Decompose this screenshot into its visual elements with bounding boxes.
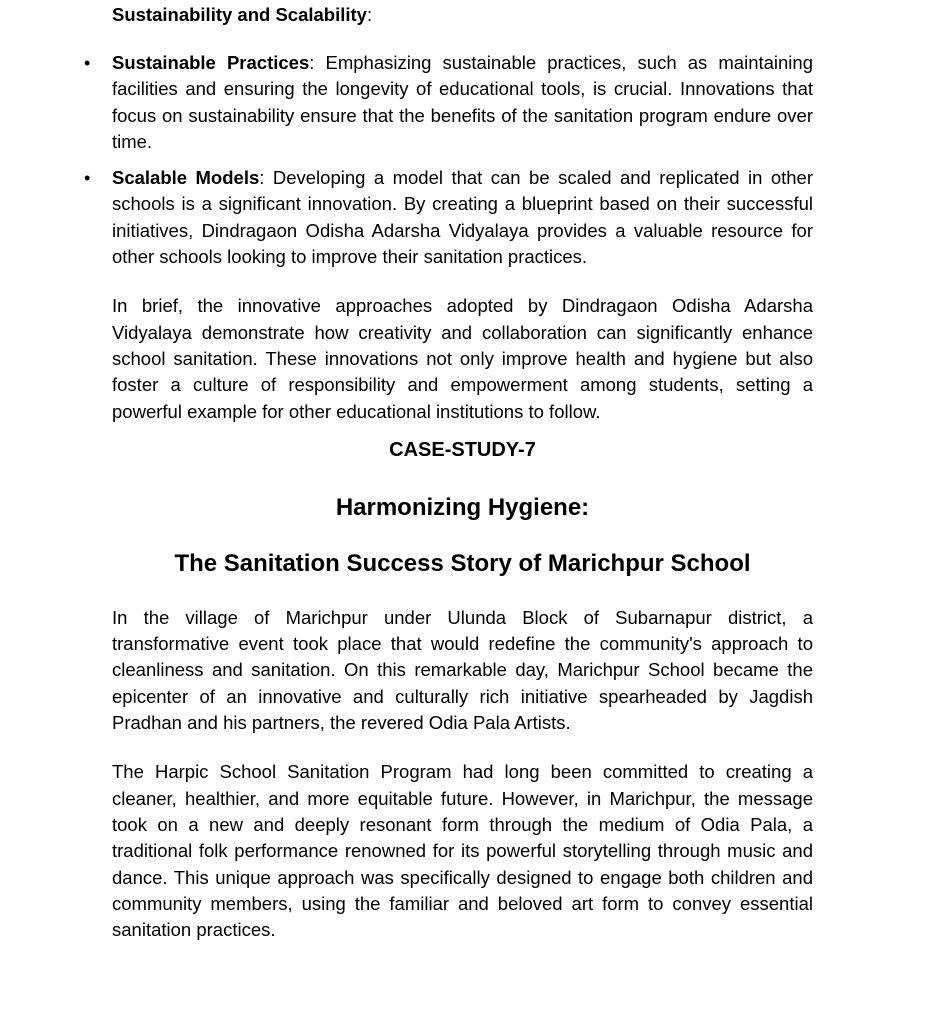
bullet-list <box>84 50 813 270</box>
bullet-icon: • <box>84 168 91 189</box>
section-heading-colon: : <box>366 4 373 25</box>
bullet-text: : Emphasizing sustainable practices, such as maintaining facilities and ensuring the longevity of educational tools, is crucial. Innovations that focus on sustainability ensure that the benefits of the sanitation program endure over time. <box>112 52 813 152</box>
case-study-label: CASE-STUDY-7 <box>389 438 536 461</box>
section-heading-bold: Sustainability and Scalability <box>112 4 367 25</box>
bullet-text: : Developing a model that can be scaled and replicated in other schools is a significant innovation. By creating a blueprint based on their successful initiatives, Dindragaon Odisha Adarsha Vidyalaya provides a valuable resource for other schools looking to improve their sanitation practices. <box>112 167 813 268</box>
bullet-item-sustainable-practices <box>84 50 813 155</box>
case-study-title: Harmonizing Hygiene: <box>335 493 590 521</box>
bullet-term: Sustainable Practices <box>112 52 310 73</box>
case-study-subtitle: The Sanitation Success Story of Marichpur School <box>174 549 751 577</box>
bullet-term: Scalable Models <box>112 167 260 189</box>
document-page <box>84 0 813 943</box>
section-heading <box>112 2 813 28</box>
body-paragraph-harpic: The Harpic School Sanitation Program had long been committed to creating a cleaner, healthier, and more equitable future. However, in Marichpur, the message took on a new and deeply resonant form through the medium of Odia Pala, a traditional folk performance renowned for its powerful storytelling through music and dance. This unique approach was specifically designed to engage both children and community members, using the familiar and beloved art form to convey essential sanitation practices. <box>112 761 813 941</box>
body-paragraph-marichpur: In the village of Marichpur under Ulunda Block of Subarnapur district, a transformative event took place that would redefine the community's approach to cleanliness and sanitation. On this remarkable day, Marichpur School became the epicenter of an innovative and culturally rich initiative spearheaded by Jagdish Pradhan and his partners, the revered Odia Pala Artists. <box>112 606 813 734</box>
bullet-icon: • <box>84 53 91 73</box>
summary-paragraph: In brief, the innovative approaches adopted by Dindragaon Odisha Adarsha Vidyalaya demonstrate how creativity and collaboration can significantly enhance school sanitation. These innovations not only improve health and hygiene but also foster a culture of responsibility and empowerment among students, setting a powerful example for other educational institutions to follow. <box>112 295 813 422</box>
bullet-item-scalable-models <box>84 165 813 270</box>
